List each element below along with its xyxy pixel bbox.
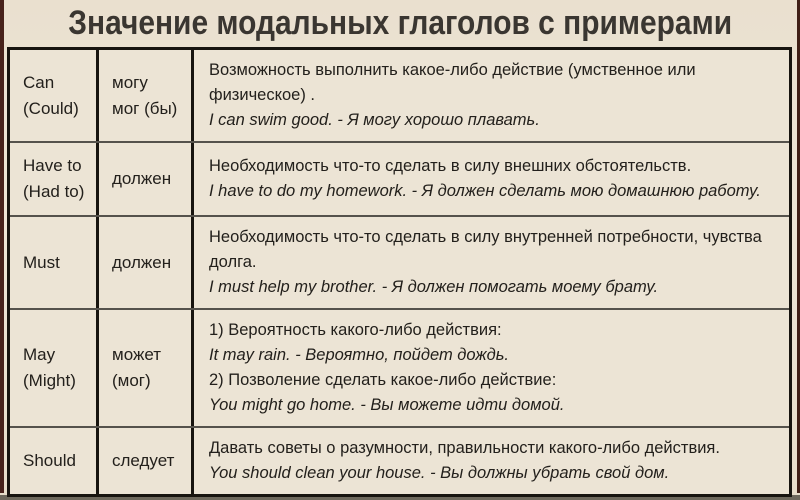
example-line: You should clean your house. - Вы должны убрать свой дом. — [209, 464, 670, 482]
example-line: I have to do my homework. - Я должен сделать мою домашнюю работу. — [209, 182, 761, 200]
verb-line: Should — [23, 451, 76, 470]
verb-cell — [10, 50, 99, 141]
verb-line: (Could) — [23, 98, 79, 118]
verb-line: (Might) — [23, 371, 76, 390]
verb-line: May — [23, 345, 56, 364]
description-cell — [194, 143, 789, 215]
meaning-line: может — [112, 345, 161, 364]
example-line: I can swim good. - Я могу хорошо плавать. — [209, 111, 540, 129]
verb-line: Must — [23, 252, 60, 272]
table-row-should — [10, 426, 789, 494]
description-line: Необходимость что-то сделать в силу внешних обстоятельств. — [209, 157, 692, 175]
meaning-cell — [99, 50, 194, 141]
table-row-have-to — [10, 141, 789, 215]
verb-cell — [10, 428, 99, 494]
page-title — [0, 0, 800, 46]
meaning-cell — [99, 428, 194, 494]
meaning-line: должен — [112, 252, 172, 272]
verb-cell — [10, 217, 99, 308]
description-line: 2) Позволение сделать какое-либо действие: — [209, 371, 557, 389]
meaning-line: мог (бы) — [112, 98, 178, 118]
description-cell — [194, 50, 789, 141]
verb-line: (Had to) — [23, 182, 85, 201]
verb-line: Have to — [23, 156, 82, 175]
description-cell — [194, 217, 789, 308]
example-line: I must help my brother. - Я должен помогать моему брату. — [209, 278, 659, 296]
meaning-cell — [99, 143, 194, 215]
meaning-line: (мог) — [112, 371, 151, 390]
description-line: Давать советы о разумности, правильности какого-либо действия. — [209, 439, 720, 457]
verb-cell — [10, 310, 99, 426]
description-cell — [194, 310, 789, 426]
table-row-may — [10, 308, 789, 426]
verb-cell — [10, 143, 99, 215]
description-line: Возможность выполнить какое-либо действие (умственное или физическое) . — [209, 61, 696, 104]
meaning-line: могу — [112, 72, 148, 92]
page-title-text: Значение модальных глаголов с примерами — [68, 4, 732, 42]
description-cell — [194, 428, 789, 494]
description-line: 1) Вероятность какого-либо действия: — [209, 321, 502, 339]
table-row-can — [10, 50, 789, 141]
photo-edge-left — [0, 0, 4, 493]
verb-line: Can — [23, 72, 55, 92]
description-line: Необходимость что-то сделать в силу внутренней потребности, чувства долга. — [209, 228, 762, 271]
meaning-cell — [99, 310, 194, 426]
meaning-line: должен — [112, 169, 172, 188]
meaning-cell — [99, 217, 194, 308]
example-line: You might go home. - Вы можете идти домой. — [209, 396, 565, 414]
table-row-must — [10, 215, 789, 308]
meaning-line: следует — [112, 451, 175, 470]
modal-verbs-table — [7, 47, 792, 497]
example-line: It may rain. - Вероятно, пойдет дождь. — [209, 346, 509, 364]
